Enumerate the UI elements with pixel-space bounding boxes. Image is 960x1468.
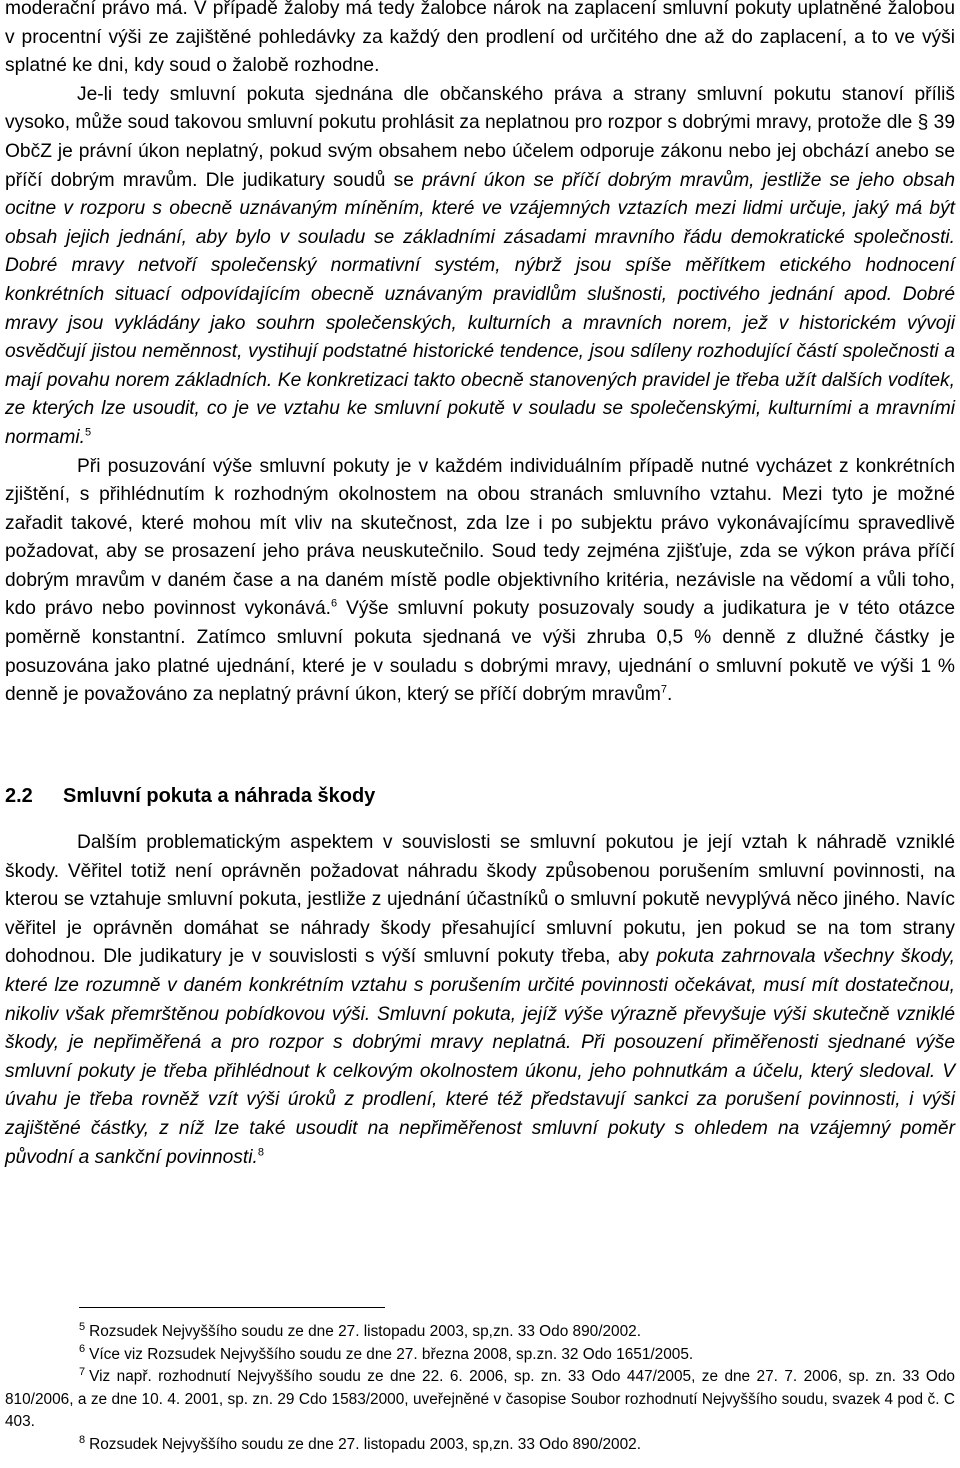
footnote-7 <box>5 1366 955 1434</box>
footnote-ref[interactable]: 7 <box>660 683 668 696</box>
footnote-separator <box>79 1307 385 1308</box>
footnote-text: Rozsudek Nejvyššího soudu ze dne 27. listopadu 2003, sp,zn. 33 Odo 890/2002. <box>89 1323 641 1340</box>
footnote-5 <box>5 1321 955 1344</box>
italic-quote: pokuta zahrnovala všechny škody, které lze rozumně v daném konkrétním vztahu s porušením určité povinnosti očekávat, musí mít dostatečnou, nikoliv však přemrštěnou pobídkovou výši. Smluvní pokuta, jejíž výše výrazně převyšuje výši skutečně vzniklé škody, je nepřiměřená a pro rozpor s dobrými mravy neplatná. Při posouzení přiměřenosti sjednané výše smluvní pokuty je třeba přihlédnout k celkovým okolnostem úkonu, jeho pohnutkám a účelu, který sledoval. V úvahu je třeba rovněž vzít výši úroků z prodlení, které též představují sankci za porušení povinnosti, i výši zajištěné částky, z níž lze také usoudit na nepřiměřenost smluvní pokuty s ohledem na vzájemný poměr původní a sankční povinnosti. <box>5 946 955 1168</box>
footnote-mark: 5 <box>79 1320 86 1333</box>
paragraph-text: moderační právo má. V případě žaloby má tedy žalobce nárok na zaplacení smluvní pokuty uplatněné žalobou v procentní výši ze zajištěné pohledávky za každý den prodlení od určitého dne až do zaplacení, a to ve výši splatné ke dni, kdy soud o žalobě rozhodne. <box>5 0 955 77</box>
section-title: Smluvní pokuta a náhrada škody <box>63 785 376 807</box>
paragraph-text: Je-li tedy smluvní pokuta sjednána dle občanského práva a strany smluvní pokutu stanoví příliš vysoko, může soud takovou smluvní pokutu prohlásit za neplatnou pro rozpor s dobrými mravy, protože dle § 39 ObčZ je právní úkon neplatný, pokud svým obsahem nebo účelem odporuje zákonu nebo jej obchází anebo se příčí dobrým mravům. Dle judikatury soudů se <box>5 83 955 191</box>
paragraph-text: Dalším problematickým aspektem v souvislosti se smluvní pokutou je její vztah k náhradě vzniklé škody. Věřitel totiž není oprávněn požadovat náhradu škody způsobenou porušením smluvní povinnosti, na kterou se vztahuje smluvní pokuta, jestliže z ujednání účastníků o smluvní pokutě nevyplývá něco jiného. Navíc věřitel je oprávněn domáhat se náhrady škody přesahující smluvní pokutu, jen pokud se na tom strany dohodnou. Dle judikatury je v souvislosti s výší smluvní pokuty třeba, aby <box>5 832 955 968</box>
italic-quote: právní úkon se příčí dobrým mravům, jestliže se jeho obsah ocitne v rozporu s obecně uznávaným míněním, které ve vzájemných vztazích mezi lidmi určuje, jaký má být obsah jejich jednání, aby bylo v souladu se základními zásadami mravního řádu demokratické společnosti. Dobré mravy netvoří společenský normativní systém, nýbrž jsou spíše měřítkem etického hodnocení konkrétních situací odpovídajícím obecně uznávaným pravidlům slušnosti, poctivého jednání apod. Dobré mravy jsou vykládány jako souhrn společenských, kulturních a mravních norem, jež v historickém vývoji osvědčují jistou neměnnost, vystihují podstatné historické tendence, jsou sdíleny rozhodující částí společnosti a mají povahu norem základních. Ke konkretizaci takto obecně stanovených pravidel je třeba užít dalších vodítek, ze kterých lze usoudit, co je ve vztahu ke smluvní pokutě v souladu se společenskými, kulturními a mravními normami. <box>5 169 955 448</box>
footnote-ref[interactable]: 8 <box>257 1146 264 1159</box>
footnote-mark: 8 <box>79 1433 86 1446</box>
section-heading <box>5 785 375 808</box>
paragraph-intro <box>5 0 955 81</box>
section-text <box>5 829 955 1172</box>
footnote-6 <box>5 1344 955 1367</box>
footnote-ref[interactable]: 6 <box>330 598 338 611</box>
footnote-text: Více viz Rozsudek Nejvyššího soudu ze dne 27. března 2008, sp.zn. 32 Odo 1651/2005. <box>89 1345 694 1363</box>
footnote-ref[interactable]: 5 <box>84 426 92 439</box>
section-number: 2.2 <box>5 785 33 807</box>
footnote-mark: 6 <box>79 1343 86 1356</box>
footnote-text: Rozsudek Nejvyššího soudu ze dne 27. listopadu 2003, sp,zn. 33 Odo 890/2002. <box>89 1435 641 1453</box>
footnote-text: Viz např. rozhodnutí Nejvyššího soudu ze dne 22. 6. 2006, sp. zn. 33 Odo 447/2005, ze dne 27. 7. 2006, sp. zn. 33 Odo 810/2006, a ze dne 10. 4. 2001, sp. zn. 29 Cdo 1583/2000, uveřejněné v časopise Soubor rozhodnutí Nejvyššího soudu, svazek 4 pod č. C 403. <box>5 1368 955 1431</box>
footnote-8 <box>5 1434 955 1457</box>
paragraph-text: Při posuzování výše smluvní pokuty je v každém individuálním případě nutné vycházet z konkrétních zjištění, s přihlédnutím k rozhodným okolnostem na obou stranách smluvního vztahu. Mezi tyto je možné zařadit takové, které mohou mít vliv na skutečnost, zda lze i po subjektu právo vykonávajícímu spravedlivě požadovat, aby se prosazení jeho práva neuskutečnilo. Soud tedy zejména zjišťuje, zda se výkon práva příčí dobrým mravům v daném čase a na daném místě podle objektivního kritéria, nezávisle na vědomí a vůli toho, kdo právo nebo povinnost vykonává. <box>5 455 955 620</box>
main-text <box>5 0 955 710</box>
paragraph-text: Výše smluvní pokuty posuzovaly soudy a judikatura je v této otázce poměrně konstantní. Zatímco smluvní pokuta sjednaná ve výši zhruba 0,5 % denně z dlužné částky je posuzována jako platné ujednání, které je v souladu s dobrými mravy, ujednání o smluvní pokutě ve výši 1 % denně je považováno za neplatný právní úkon, který se příčí dobrým mravům <box>5 598 955 706</box>
paragraph-good-morals <box>5 81 955 453</box>
paragraph-assessment <box>5 453 955 710</box>
paragraph-damages <box>5 829 955 1172</box>
footnotes <box>5 1321 955 1457</box>
paragraph-text: . <box>667 684 673 706</box>
footnote-mark: 7 <box>79 1366 86 1379</box>
